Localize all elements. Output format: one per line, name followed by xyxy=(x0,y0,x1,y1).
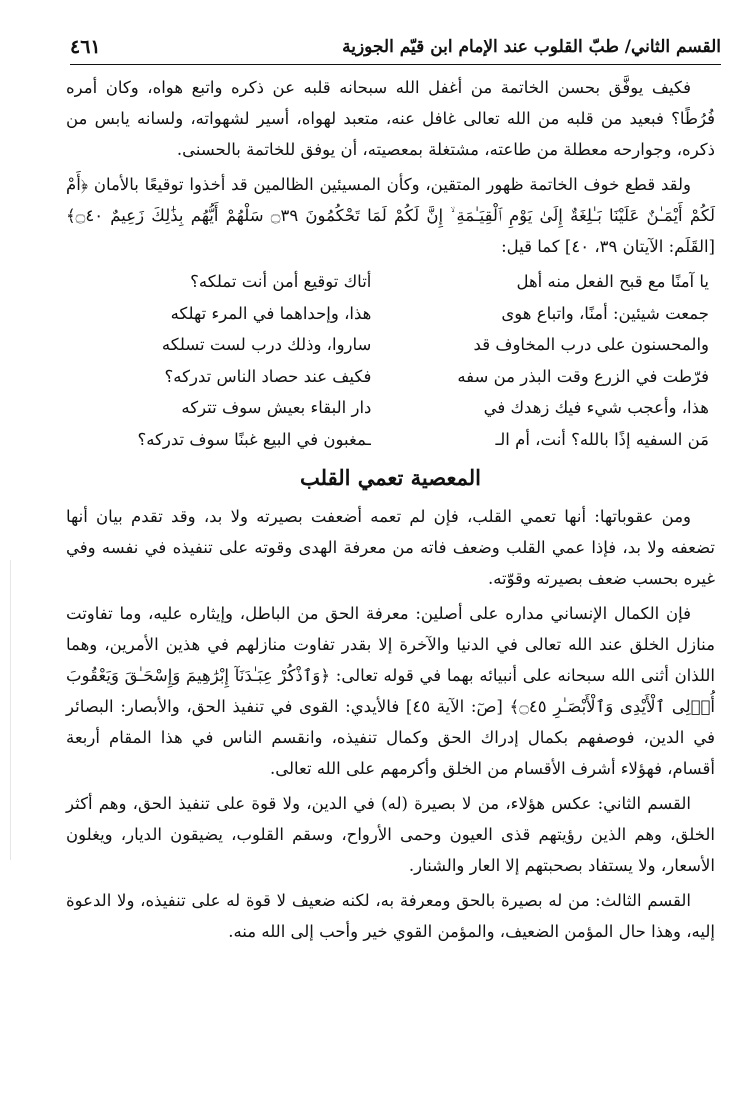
verse-line xyxy=(72,329,709,361)
page-body xyxy=(66,72,715,951)
verse-second-hemistich: ـمغبون في البيع غبنًا سوف تدركه؟ xyxy=(137,429,372,449)
running-title: القسم الثاني/ طبّ القلوب عند الإمام ابن قيّم الجوزية xyxy=(342,37,721,57)
section-heading: المعصية تعمي القلب xyxy=(300,465,481,490)
verse-second-hemistich: هذا، وإحداهما في المرء تهلكه xyxy=(170,303,372,323)
paragraph: القسم الثالث: من له بصيرة بالحق ومعرفة به، لكنه ضعيف لا قوة له على تنفيذه، ولا الدعوة إليه، وهذا حال المؤمن الضعيف، والمؤمن القوي خير وأحب إلى الله منه. xyxy=(66,891,715,941)
verse-second-hemistich: فكيف عند حصاد الناس تدركه؟ xyxy=(164,366,372,386)
verse-line xyxy=(72,424,709,456)
verse-line xyxy=(72,266,709,298)
page-number: ٤٦١ xyxy=(70,36,101,58)
verse-line xyxy=(72,361,709,393)
paragraph: القسم الثاني: عكس هؤلاء، من لا بصيرة (له) في الدين، ولا قوة على تنفيذ الحق، وهم أكثر الخلق، وهم الذين رؤيتهم قذى العيون وحمى الأرواح، وسقم القلوب، يضيقون الديار، ويغلون الأسعار، ولا يستفاد بصحبتهم إلا العار والشنار. xyxy=(66,794,715,875)
verse-first-hemistich: هذا، وأعجب شيء فيك زهدك في xyxy=(483,398,709,417)
verse-first-hemistich: مَن السفيه إذًا بالله؟ أنت، أم الـ xyxy=(495,429,709,449)
page-header xyxy=(70,30,721,65)
paragraph: ومن عقوباتها: أنها تعمي القلب، فإن لم تعمه أضعفت بصيرته ولا بد، وقد تقدم بيان أنها تضعفه ولا بد، فإذا عمي القلب وضعف فاته من معرفة الهدى وقوته على تنفيذه في نفسه وفي غيره بحسب ضعف بصيرته وقوّته. xyxy=(66,507,715,588)
verse-first-hemistich: يا آمنًا مع قبح الفعل منه أهل xyxy=(516,272,709,291)
verse-second-hemistich: أتاك توقيع أمن أنت تملكه؟ xyxy=(190,272,372,291)
verse-first-hemistich: جمعت شيئين: أمنًا، واتباع هوى xyxy=(501,303,709,323)
verse-first-hemistich: والمحسنون على درب المخاوف قد xyxy=(473,335,709,354)
poem-verses xyxy=(72,266,709,455)
verse-second-hemistich: دار البقاء بعيش سوف تتركه xyxy=(181,398,372,417)
verse-first-hemistich: فرّطت في الزرع وقت البذر من سفه xyxy=(457,366,709,386)
paragraph: ولقد قطع خوف الخاتمة ظهور المتقين، وكأن المسيئين الظالمين قد أخذوا توقيعًا بالأمان ﴿أَمْ لَكُمْ أَيْمَـٰنٌ عَلَيْنَا بَـٰلِغَةٌ إِلَىٰ يَوْمِ ٱلْقِيَـٰمَةِ ۙ إِنَّ لَكُمْ لَمَا تَحْكُمُونَ ۝٣٩ سَلْهُمْ أَيُّهُم بِذَٰلِكَ زَعِيمٌ ۝٤٠﴾ [القَلَم: الآيتان ٣٩، ٤٠] كما قيل: xyxy=(66,175,715,256)
page-edge-line xyxy=(10,560,11,860)
paragraph: فإن الكمال الإنساني مداره على أصلين: معرفة الحق من الباطل، وإيثاره عليه، وما تفاوتت منازل الخلق عند الله تعالى في الدنيا والآخرة إلا بقدر تفاوت منازلهم في هذين الأمرين، وهما اللذان أثنى الله سبحانه على أنبيائه بهما في قوله تعالى: ﴿وَٱذْكُرْ عِبَـٰدَنَآ إِبْرَٰهِيمَ وَإِسْحَـٰقَ وَيَعْقُوبَ أُو۟لِى ٱلْأَيْدِى وَٱلْأَبْصَـٰرِ ۝٤٥﴾ [صٓ: الآية ٤٥] فالأيدي: القوى في تنفيذ الحق، والأبصار: البصائر في الدين، فوصفهم بكمال إدراك الحق وكمال تنفيذه، وانقسم الناس في هذا المقام أربعة أقسام، فهؤلاء أشرف الأقسام من الخلق وأكرمهم على الله تعالى. xyxy=(66,604,716,778)
verse-line xyxy=(72,298,709,330)
paragraph: فكيف يوفَّق بحسن الخاتمة من أغفل الله سبحانه قلبه عن ذكره واتبع هواه، وكان أمره فُرُطًا؟ فبعيد من قلبه من الله تعالى غافل عنه، متعبد لهواه، أسير لشهواته، ولسانه يابس من ذكره، وجوارحه معطلة من طاعته، مشتغلة بمعصيته، أن يوفق للخاتمة بالحسنى. xyxy=(66,78,715,159)
verse-second-hemistich: ساروا، وذلك درب لست تسلكه xyxy=(161,335,372,354)
verse-line xyxy=(72,392,709,424)
